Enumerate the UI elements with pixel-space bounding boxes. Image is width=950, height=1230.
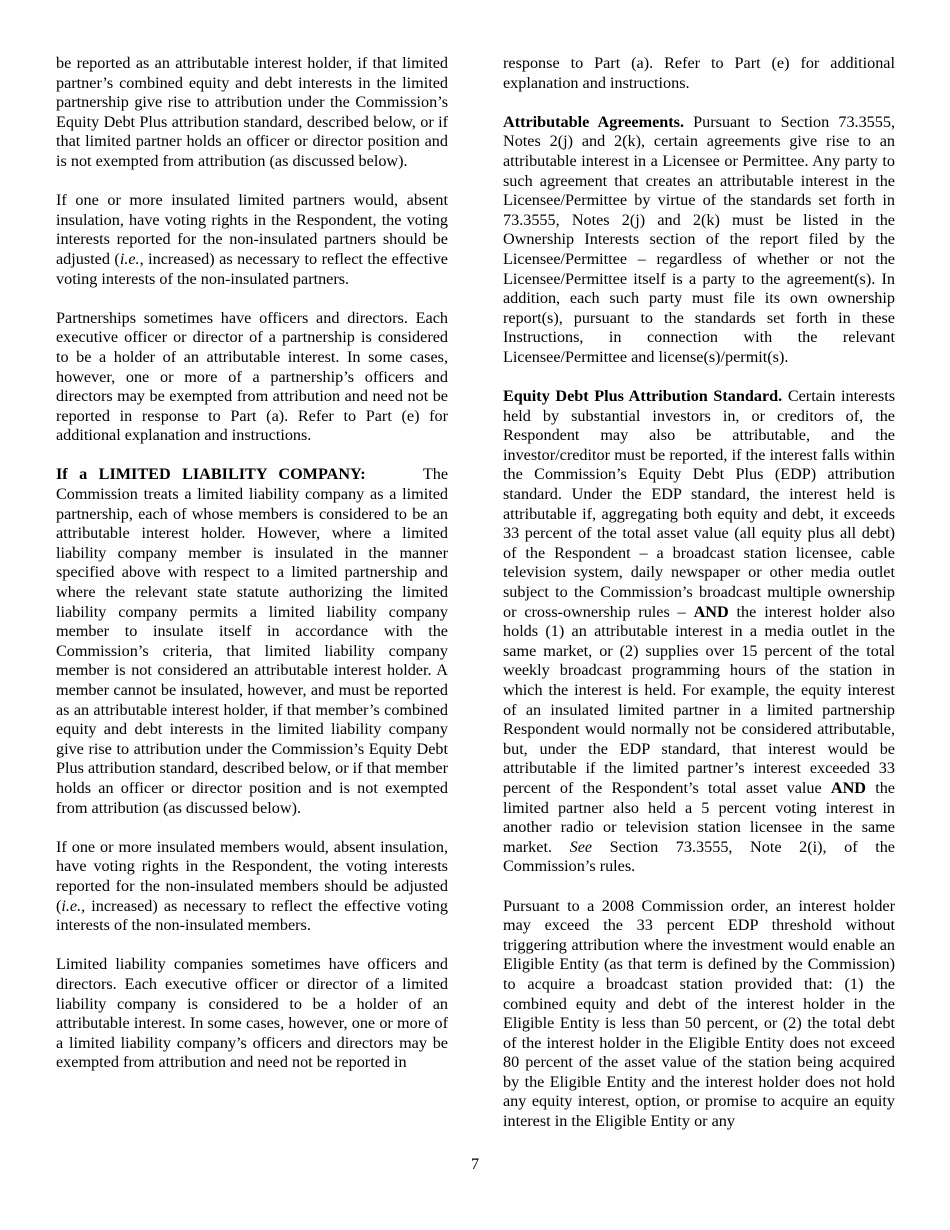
paragraph-partnership-officers	[56, 309, 448, 446]
paragraph-text: Pursuant to Section 73.3555, Notes 2(j) and 2(k), certain agreements give rise to an attributable interest in a Licensee or Permittee. Any party to such agreement that creates an attributable interest in the Licensee/Permittee by virtue of the standards set forth in 73.3555, Notes 2(j) and 2(k) must be listed in the Ownership Interests section of the report filed by the Licensee/Permittee – regardless of whether or not the Licensee/Permittee itself is a party to the agreement(s). In addition, each such party must file its own ownership report(s), pursuant to the standards set forth in these Instructions, in connection with the relevant Licensee/Permittee and license(s)/permit(s).	[503, 112, 896, 366]
paragraph-text: response to Part (a). Refer to Part (e) for additional explanation and instructions.	[503, 54, 895, 92]
right-column	[503, 54, 895, 1132]
paragraph-limited-partner-attribution	[56, 54, 448, 172]
paragraph-text: , increased) as necessary to reflect the effective voting interests of the non-insulated members.	[56, 896, 448, 935]
paragraph-refer-part-e	[503, 54, 895, 93]
paragraph-eligible-entity	[503, 897, 895, 1132]
paragraph-text: Certain interests held by substantial investors in, or creditors of, the Respondent may also be attributable, and the investor/creditor must be reported, if the interest falls within the Commission’s Equity Debt Plus (EDP) attribution standard. Under the EDP standard, the interest held is attributable if, aggregating both equity and debt, it exceeds 33 percent of the total asset value (all equity plus all debt) of the Respondent – a broadcast station licensee, cable television system, daily newspaper or other media outlet subject to the Commission’s broadcast multiple ownership or cross-ownership rules –	[503, 387, 896, 621]
paragraph-text: If one or more insulated limited partners would, absent insulation, have voting rights in the Respondent, the voting interests reported for the non-insulated partners should be adjusted (	[56, 191, 448, 268]
section-heading-attributable-agreements: Attributable Agreements.	[503, 112, 685, 131]
paragraph-text: Partnerships sometimes have officers and directors. Each executive officer or director of a partnership is considered to be a holder of an attributable interest. In some cases, however, one or more of a partnership’s officers and directors may be exempted from attribution and need not be reported in response to Part (a). Refer to Part (e) for additional explanation and instructions.	[56, 308, 448, 445]
section-heading-equity-debt-plus: Equity Debt Plus Attribution Standard.	[503, 387, 783, 406]
paragraph-text: The Commission treats a limited liability company as a limited partnership, each of whose members is considered to be an attributable interest holder. However, where a limited liability company member is insulated in the manner specified above with respect to a limited partnership and where the relevant state statute authorizing the limited liability company permits a limited liability company member to insulate itself in accordance with the Commission’s criteria, that limited liability company member is not considered an attributable interest holder. A member cannot be insulated, however, and must be reported as an attributable interest holder, if that member’s combined equity and debt interests in the limited liability company give rise to attribution under the Commission’s Equity Debt Plus attribution standard, described below, or if that member holds an officer or director position and is not exempted from attribution (as discussed below).	[56, 465, 449, 817]
section-heading-llc: If a LIMITED LIABILITY COMPANY:	[56, 465, 366, 484]
paragraph-text: Section 73.3555, Note 2(i), of the Commission’s rules.	[503, 837, 895, 876]
italic-ie: i.e.	[61, 896, 82, 915]
paragraph-llc-officers	[56, 955, 448, 1073]
paragraph-text: the interest holder also holds (1) an attributable interest in a media outlet in the same market, or (2) supplies over 15 percent of the total weekly broadcast programming hours of the station in which the interest is held. For example, the equity interest of an insulated limited partner in a limited partnership Respondent would normally not be considered attributable, but, under the EDP standard, that interest would be attributable if the limited partner’s interest exceeded 33 percent of the Respondent’s total asset value	[503, 602, 895, 797]
paragraph-text: be reported as an attributable interest holder, if that limited partner’s combined equity and debt interests in the limited partnership give rise to attribution under the Commission’s Equity Debt Plus attribution standard, described below, or if that limited partner holds an officer or director position and is not exempted from attribution (as discussed below).	[56, 54, 448, 170]
paragraph-text: the limited partner also held a 5 percent voting interest in another radio or television station licensee in the same market.	[503, 778, 895, 856]
bold-and: AND	[693, 602, 729, 621]
paragraph-text: Limited liability companies sometimes have officers and directors. Each executive officer or director of a limited liability company is considered to be a holder of an attributable interest. In some cases, however, one or more of a limited liability company’s officers and directors may be exempted from attribution and need not be reported in	[56, 955, 448, 1072]
bold-and: AND	[830, 778, 866, 797]
paragraph-text: If one or more insulated members would, absent insulation, have voting rights in the Respondent, the voting interests reported for the non-insulated members should be adjusted (	[56, 837, 448, 915]
italic-see: See	[569, 837, 593, 856]
paragraph-insulated-members-voting	[56, 838, 448, 936]
page-number: 7	[470, 1155, 480, 1173]
paragraph-equity-debt-plus	[503, 387, 895, 877]
paragraph-limited-liability-company	[56, 465, 448, 818]
left-column	[56, 54, 448, 1073]
paragraph-insulated-partners-voting	[56, 191, 448, 289]
paragraph-text: , increased) as necessary to reflect the effective voting interests of the non-insulated partners.	[56, 249, 448, 288]
paragraph-text: Pursuant to a 2008 Commission order, an interest holder may exceed the 33 percent EDP threshold without triggering attribution where the investment would enable an Eligible Entity (as that term is defined by the Commission) to acquire a broadcast station provided that: (1) the combined equity and debt of the interest holder in the Eligible Entity is less than 50 percent, or (2) the total debt of the interest holder in the Eligible Entity does not exceed 80 percent of the asset value of the station being acquired by the Eligible Entity and the interest holder does not hold any equity interest, option, or promise to acquire an equity interest in the Eligible Entity or any	[503, 896, 895, 1131]
paragraph-attributable-agreements	[503, 113, 895, 368]
italic-ie: i.e.	[119, 249, 140, 268]
